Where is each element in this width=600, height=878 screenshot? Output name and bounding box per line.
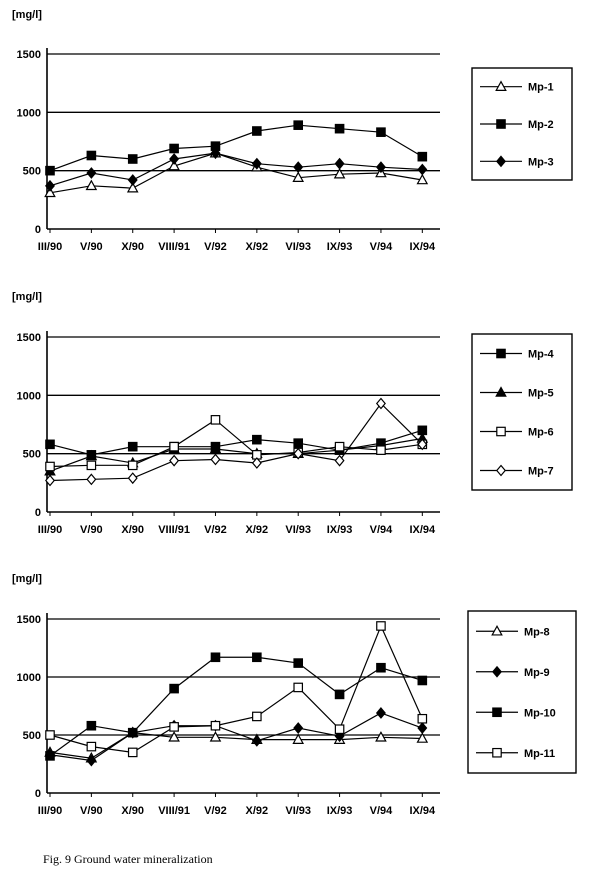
x-tick-label: V/94	[369, 524, 393, 536]
legend-box	[468, 611, 576, 773]
data-point	[87, 742, 95, 750]
legend-marker	[497, 427, 505, 435]
data-point	[377, 622, 385, 630]
data-point	[170, 144, 178, 152]
x-tick-label: VI/93	[285, 241, 312, 253]
y-tick-label: 1000	[16, 390, 41, 403]
data-point	[87, 168, 95, 178]
data-point	[129, 442, 137, 450]
data-point	[377, 446, 385, 454]
data-point	[335, 690, 343, 698]
data-point	[294, 659, 302, 667]
data-point	[87, 461, 95, 469]
x-tick-label: IX/94	[409, 805, 436, 817]
x-tick-label: V/90	[80, 241, 103, 253]
x-tick-label: V/90	[80, 805, 103, 817]
y-tick-label: 0	[34, 788, 41, 800]
x-tick-label: III/90	[37, 805, 63, 817]
data-point	[377, 708, 385, 718]
data-point	[377, 128, 385, 136]
data-point	[170, 723, 178, 731]
x-tick-label: VIII/91	[158, 241, 191, 253]
data-point	[87, 151, 95, 159]
data-point	[46, 462, 54, 470]
x-tick-label: IX/93	[326, 524, 353, 536]
data-point	[335, 725, 343, 733]
chart-panel-2	[12, 291, 572, 536]
series-line	[50, 713, 422, 761]
legend-box	[472, 334, 572, 490]
series-line	[50, 153, 422, 193]
legend-marker	[493, 708, 501, 716]
legend	[472, 68, 572, 180]
x-tick-label: VIII/91	[158, 805, 191, 817]
data-point	[87, 474, 95, 484]
data-point	[253, 712, 261, 720]
data-point	[253, 127, 261, 135]
x-tick-label: IX/94	[409, 241, 436, 253]
x-tick-label: III/90	[37, 241, 63, 253]
data-point	[293, 735, 303, 744]
chart-panel-1	[12, 9, 572, 253]
data-point	[129, 175, 137, 185]
y-tick-label: 0	[34, 507, 41, 519]
data-point	[253, 736, 261, 746]
data-point	[418, 723, 426, 733]
data-point	[418, 676, 426, 684]
x-tick-label: X/90	[121, 241, 145, 253]
x-tick-label: V/94	[369, 805, 393, 817]
data-point	[129, 728, 137, 736]
legend-label: Mp-2	[528, 119, 554, 131]
legend-marker	[493, 749, 501, 757]
y-tick-label: 1500	[16, 332, 41, 344]
x-tick-label: X/90	[121, 524, 145, 536]
data-point	[46, 166, 54, 174]
data-point	[418, 152, 426, 160]
data-point	[211, 416, 219, 424]
series-mp-7	[46, 399, 427, 486]
y-tick-label: 500	[22, 165, 41, 178]
y-tick-label: 0	[34, 224, 41, 236]
legend	[468, 611, 576, 773]
x-tick-label: X/92	[245, 524, 269, 536]
data-point	[253, 435, 261, 443]
data-point	[335, 159, 343, 169]
data-point	[87, 181, 97, 190]
data-point	[129, 473, 137, 483]
data-point	[129, 155, 137, 163]
x-tick-label: X/92	[245, 241, 269, 253]
series-mp-11	[46, 622, 427, 757]
data-point	[170, 684, 178, 692]
x-tick-label: V/92	[204, 241, 227, 253]
legend-label: Mp-3	[528, 156, 554, 169]
y-tick-label: 1500	[16, 614, 41, 626]
legend-marker	[497, 349, 505, 357]
y-tick-label: 1000	[16, 107, 41, 120]
data-point	[376, 732, 386, 741]
x-tick-label: X/90	[121, 805, 145, 817]
y-unit-label: [mg/l]	[12, 9, 42, 21]
data-point	[211, 732, 221, 741]
x-tick-label: V/92	[204, 524, 227, 536]
x-tick-label: V/92	[204, 805, 227, 817]
series-line	[50, 404, 422, 481]
data-point	[294, 723, 302, 733]
legend-marker	[497, 120, 505, 128]
data-point	[129, 748, 137, 756]
x-tick-label: VIII/91	[158, 524, 191, 536]
y-tick-label: 500	[22, 730, 41, 742]
series-mp-10	[46, 653, 427, 760]
data-point	[418, 715, 426, 723]
data-point	[211, 455, 219, 465]
legend-label: Mp-9	[524, 666, 550, 679]
x-tick-label: V/94	[369, 241, 393, 253]
data-point	[418, 165, 426, 175]
series-mp-1	[45, 148, 427, 196]
data-point	[294, 121, 302, 129]
data-point	[335, 442, 343, 450]
series-mp-3	[46, 148, 427, 191]
x-tick-label: X/92	[245, 805, 269, 817]
x-tick-label: IX/94	[409, 524, 436, 536]
data-point	[170, 456, 178, 466]
data-point	[335, 124, 343, 132]
legend-label: Mp-10	[524, 707, 556, 720]
data-point	[377, 664, 385, 672]
data-point	[211, 722, 219, 730]
legend-label: Mp-4	[528, 348, 554, 361]
y-tick-label: 1000	[16, 672, 41, 684]
x-tick-label: VI/93	[285, 805, 312, 817]
y-unit-label: [mg/l]	[12, 573, 42, 585]
data-point	[170, 154, 178, 164]
y-unit-label: [mg/l]	[12, 291, 42, 303]
x-tick-label: VI/93	[285, 524, 312, 536]
x-tick-label: IX/93	[326, 241, 353, 253]
legend-label: Mp-11	[524, 747, 556, 760]
data-point	[253, 653, 261, 661]
series-line	[50, 733, 422, 759]
data-point	[46, 731, 54, 739]
data-point	[294, 439, 302, 447]
legend	[472, 334, 572, 490]
legend-label: Mp-6	[528, 426, 554, 439]
series-line	[50, 153, 422, 186]
legend-label: Mp-5	[528, 387, 554, 400]
chart-panel-3	[12, 573, 576, 817]
x-tick-label: V/90	[80, 524, 103, 536]
data-point	[46, 752, 54, 760]
data-point	[129, 461, 137, 469]
y-tick-label: 1500	[16, 49, 41, 61]
data-point	[170, 442, 178, 450]
series-mp-9	[46, 708, 427, 766]
x-tick-label: IX/93	[326, 805, 353, 817]
data-point	[87, 722, 95, 730]
y-tick-label: 500	[22, 448, 41, 461]
series-line	[50, 125, 422, 171]
data-point	[294, 683, 302, 691]
legend-label: Mp-7	[528, 465, 554, 478]
data-point	[46, 440, 54, 448]
data-point	[211, 653, 219, 661]
figure-caption: Fig. 9 Ground water mineralization	[43, 852, 213, 866]
x-tick-label: III/90	[37, 524, 63, 536]
legend-label: Mp-8	[524, 626, 550, 639]
legend-label: Mp-1	[528, 81, 554, 94]
series-line	[50, 657, 422, 756]
